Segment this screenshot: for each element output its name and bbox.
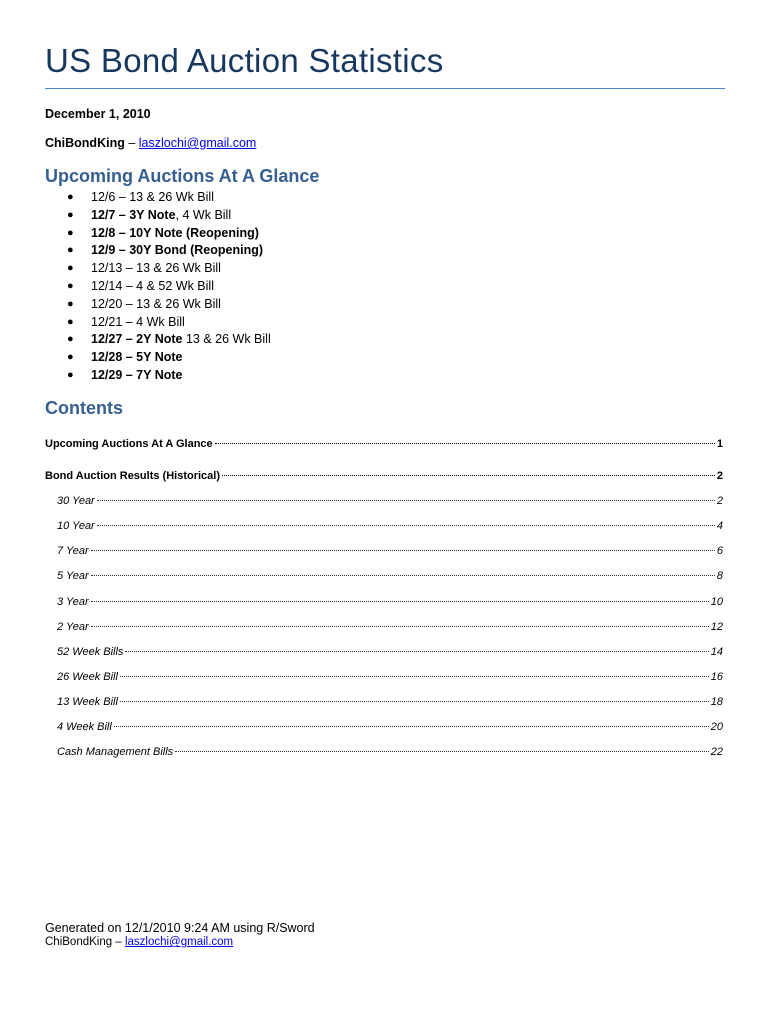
footer-generated-note: Generated on 12/1/2010 9:24 AM using R/Sword <box>45 921 315 935</box>
list-item: ● 12/14 – 4 & 52 Wk Bill <box>45 278 271 296</box>
footer-author-separator: – <box>112 936 125 948</box>
bullet-icon: ● <box>67 368 74 381</box>
toc-entry-3-year[interactable]: 3 Year 10 <box>57 596 723 608</box>
toc-entry-10-year[interactable]: 10 Year 4 <box>57 520 723 532</box>
bullet-icon: ● <box>67 351 74 364</box>
bullet-icon: ● <box>67 244 74 257</box>
bullet-icon: ● <box>67 279 74 292</box>
toc-entry-5-year[interactable]: 5 Year 8 <box>57 570 723 582</box>
footer-author-name: ChiBondKing <box>45 936 113 948</box>
list-item: ● 12/27 – 2Y Note 13 & 26 Wk Bill <box>45 331 271 349</box>
author-line <box>45 136 256 150</box>
author-separator: – <box>124 136 139 150</box>
toc-entry-cash-management-bills[interactable]: Cash Management Bills 22 <box>57 746 723 758</box>
footer-email-link[interactable]: laszlochi@gmail.com <box>124 936 234 948</box>
toc-entry-30-year[interactable]: 30 Year 2 <box>57 495 723 507</box>
bullet-icon: ● <box>67 191 74 203</box>
page-title: US Bond Auction Statistics <box>45 42 444 79</box>
list-item: ● 12/7 – 3Y Note, 4 Wk Bill <box>45 207 271 225</box>
author-email-link[interactable]: laszlochi@gmail.com <box>138 136 257 150</box>
bullet-icon: ● <box>67 226 74 239</box>
toc-entry-2-year[interactable]: 2 Year 12 <box>57 621 723 633</box>
contents-heading: Contents <box>45 398 123 418</box>
list-item: ● 12/13 – 13 & 26 Wk Bill <box>45 260 271 278</box>
bullet-icon: ● <box>67 315 74 328</box>
list-item: ● 12/6 – 13 & 26 Wk Bill <box>45 189 271 207</box>
toc-entry-7-year[interactable]: 7 Year 6 <box>57 545 723 557</box>
bullet-icon: ● <box>67 208 74 221</box>
bullet-icon: ● <box>67 262 74 275</box>
bullet-icon: ● <box>67 333 74 346</box>
footer-author-line <box>45 936 233 948</box>
author-name: ChiBondKing <box>45 136 125 150</box>
upcoming-auctions-list <box>45 189 271 385</box>
title-underline <box>45 88 725 89</box>
list-item: ● 12/29 – 7Y Note <box>45 367 271 385</box>
list-item: ● 12/8 – 10Y Note (Reopening) <box>45 225 271 243</box>
upcoming-heading: Upcoming Auctions At A Glance <box>45 166 320 186</box>
list-item: ● 12/21 – 4 Wk Bill <box>45 314 271 332</box>
toc-entry-26-week-bill[interactable]: 26 Week Bill 16 <box>57 671 723 683</box>
bullet-icon: ● <box>67 297 74 310</box>
list-item: ● 12/9 – 30Y Bond (Reopening) <box>45 242 271 260</box>
list-item: ● 12/28 – 5Y Note <box>45 349 271 367</box>
toc-entry-52-week-bills[interactable]: 52 Week Bills 14 <box>57 646 723 658</box>
document-date: December 1, 2010 <box>45 107 151 121</box>
toc-entry-upcoming-auctions[interactable]: Upcoming Auctions At A Glance 1 <box>45 438 723 450</box>
toc-entry-13-week-bill[interactable]: 13 Week Bill 18 <box>57 696 723 708</box>
list-item: ● 12/20 – 13 & 26 Wk Bill <box>45 296 271 314</box>
toc-entry-4-week-bill[interactable]: 4 Week Bill 20 <box>57 721 723 733</box>
toc-entry-bond-auction-results[interactable]: Bond Auction Results (Historical) 2 <box>45 470 723 482</box>
